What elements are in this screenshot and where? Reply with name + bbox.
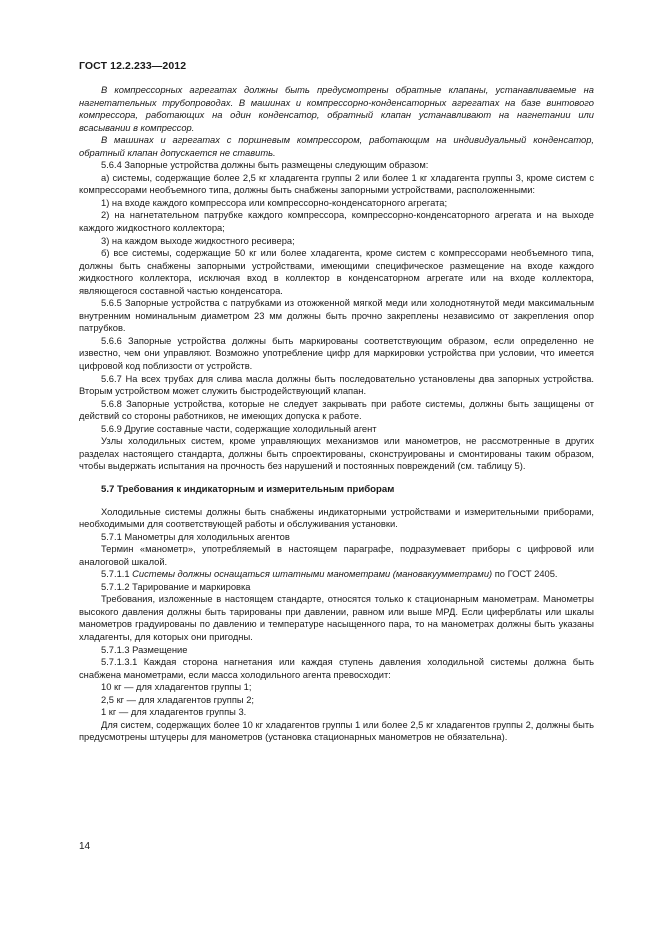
document-body bbox=[79, 84, 594, 744]
paragraph: Узлы холодильных систем, кроме управляющих механизмов или манометров, не рассмотренные в других разделах настоящего стандарта, должны быть спроектированы, сконструированы и смонтированы таким образом, чтобы выдержать испытания на прочность без нарушений и постоянных повреждений (см. таблицу 5). bbox=[79, 436, 594, 472]
paragraph: Термин «манометр», употребляемый в настоящем параграфе, подразумевает приборы с цифровой или аналоговой шкалой. bbox=[79, 544, 594, 567]
page-number: 14 bbox=[79, 841, 91, 852]
paragraph: 5.6.8 Запорные устройства, которые не следует закрывать при работе системы, должны быть защищены от действий со стороны работников, не имеющих допуска к работе. bbox=[79, 398, 594, 422]
paragraph: 5.6.6 Запорные устройства должны быть маркированы соответствующим образом, если определенно не известно, чем они управляют. Возможно употребление цифр для маркировки устройства при условии, что имеется цифровой код поблизости от устройств. bbox=[79, 335, 594, 372]
list-item: 3) на каждом выходе жидкостного ресивера; bbox=[101, 235, 295, 246]
list-item: 1) на входе каждого компрессора или компрессорно-конденсаторного агрегата; bbox=[101, 197, 448, 208]
paragraph: 5.7.1.3 Размещение bbox=[101, 644, 188, 655]
paragraph: б) все системы, содержащие 50 кг или более хладагента, кроме систем с компрессорами необъемного типа, должны быть снабжены запорными устройствами, имеющими специфическое размещение на входе каждого жидкостного коллектора, исключая вход в коллектор в конденсаторном агрегате или на входе коллектора, являющегося составной частью конденсатора. bbox=[79, 248, 594, 296]
paragraph: 5.6.9 Другие составные части, содержащие холодильный агент bbox=[101, 423, 377, 434]
paragraph: а) системы, содержащие более 2,5 кг хладагента группы 2 или более 1 кг хладагента группы 3, кроме систем с компрессорами необъемного типа, должны быть снабжены запорными устройствами, расположенными: bbox=[79, 172, 594, 196]
clause-text: Системы должны оснащаться штатными манометрами (мановакуумметрами) bbox=[132, 569, 493, 580]
document-header: ГОСТ 12.2.233—2012 bbox=[79, 60, 187, 72]
list-item: 1 кг — для хладагентов группы 3. bbox=[101, 707, 247, 718]
paragraph: 5.6.5 Запорные устройства с патрубками из отожженной мягкой меди или холоднотянутой меди максимальным внутренним номинальным диаметром 23 мм должны быть прочно закреплены независимо от закрепления опор патрубков. bbox=[79, 298, 594, 334]
paragraph: 5.6.4 Запорные устройства должны быть размещены следующим образом: bbox=[101, 160, 429, 171]
paragraph: Требования, изложенные в настоящем стандарте, относятся только к стационарным манометрам. Манометры высокого давления должны быть тарированы при давлении, равном или выше МРД. Если циферблаты или шкалы манометров градуированы по давлению и температуре насыщенного пара, то на манометрах должны быть указаны хладагенты, для которых они пригодны. bbox=[79, 594, 594, 642]
list-item: 2,5 кг — для хладагентов группы 2; bbox=[101, 694, 255, 705]
paragraph: 5.7.1.2 Тарирование и маркировка bbox=[101, 581, 251, 592]
clause-number: 5.7.1.1 bbox=[101, 569, 133, 580]
section-heading: 5.7 Требования к индикаторным и измерительным приборам bbox=[101, 483, 395, 495]
paragraph: 5.7.1.3.1 Каждая сторона нагнетания или каждая ступень давления холодильной системы должна быть снабжена манометрами, если масса холодильного агента превосходит: bbox=[79, 657, 594, 680]
paragraph: Для систем, содержащих более 10 кг хладагентов группы 1 или более 2,5 кг хладагентов группы 2, должны быть предусмотрены штуцеры для манометров (установка стационарных манометров не обязательна). bbox=[79, 719, 594, 743]
list-item: 2) на нагнетательном патрубке каждого компрессора, компрессорно-конденсаторного агрегата и на выходе каждого жидкостного коллектора; bbox=[79, 210, 594, 234]
paragraph: 5.6.7 На всех трубах для слива масла должны быть последовательно установлены два запорных устройства. Вторым устройством может служить быстродействующий клапан. bbox=[79, 373, 594, 397]
list-item: 10 кг — для хладагентов группы 1; bbox=[101, 682, 252, 693]
paragraph: Холодильные системы должны быть снабжены индикаторными устройствами и измерительными приборами, необходимыми для соответствующей работы и обслуживания установки. bbox=[79, 506, 594, 530]
paragraph: В машинах и агрегатах с поршневым компрессором, работающим на индивидуальный конденсатор, обратный клапан допускается не ставить. bbox=[79, 135, 594, 158]
paragraph: 5.7.1.1 Системы должны оснащаться штатными манометрами (мановакуумметрами) по ГОСТ 2405. bbox=[101, 569, 558, 580]
paragraph: 5.7.1 Манометры для холодильных агентов bbox=[101, 531, 290, 542]
paragraph: В компрессорных агрегатах должны быть предусмотрены обратные клапаны, устанавливаемые на нагнетательных трубопроводах. В машинах и компрессорно-конденсаторных агрегатах на базе винтового компрессора, работающих на один конденсатор, обратный клапан устанавливают на нагнетании или всасывании в компрессор. bbox=[79, 85, 594, 133]
